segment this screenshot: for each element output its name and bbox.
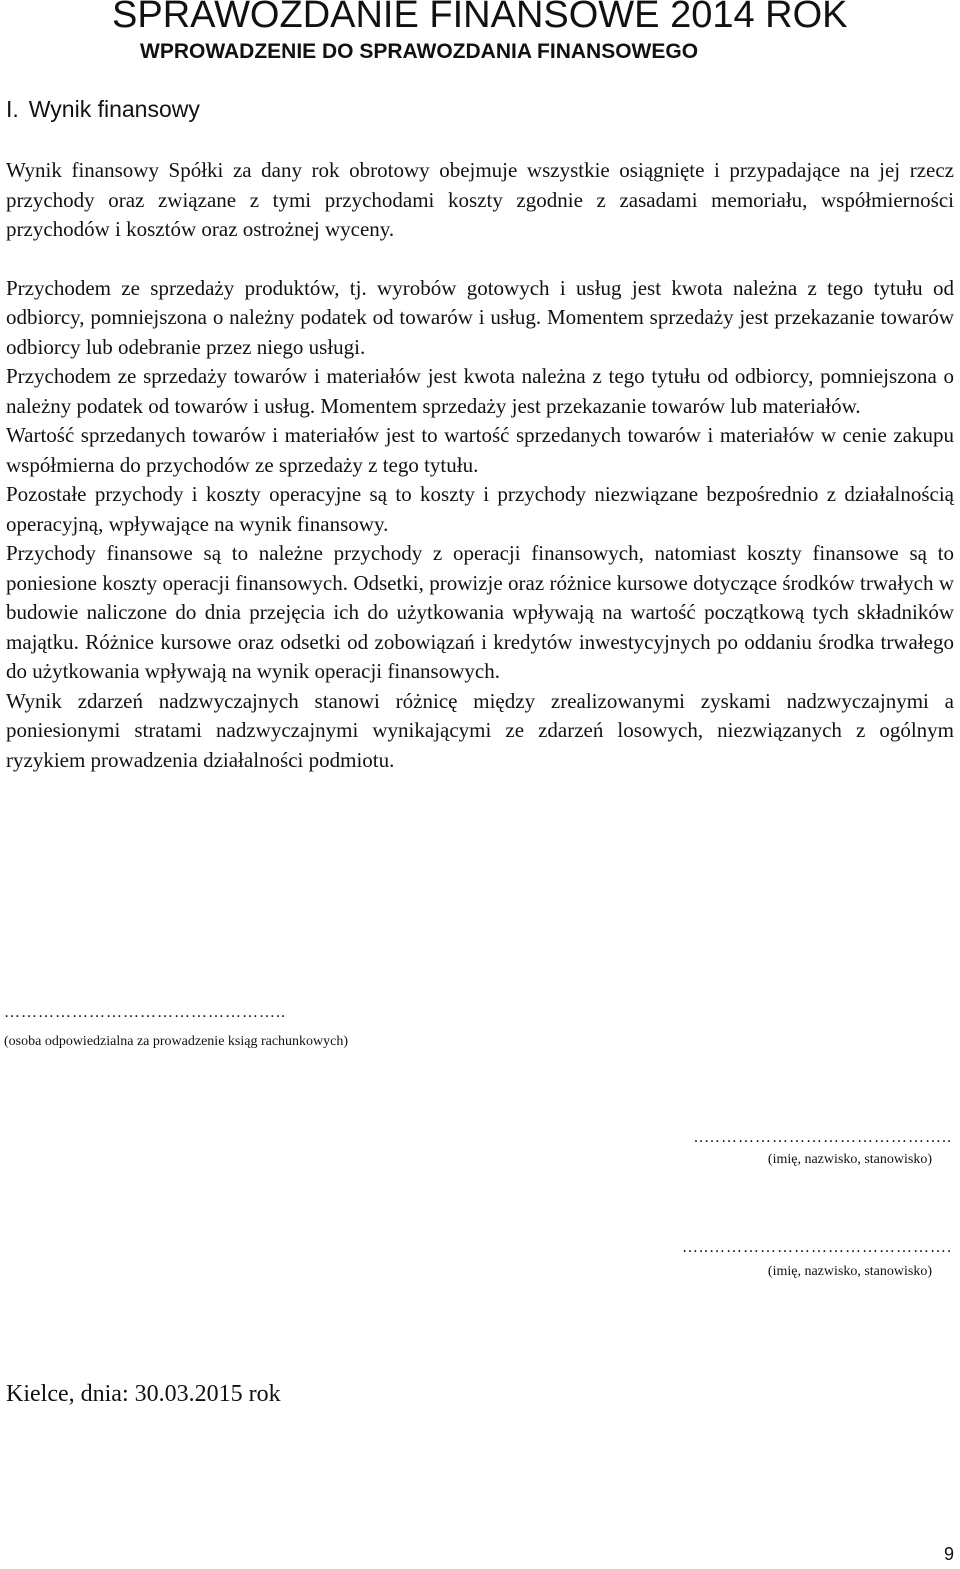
document-title: SPRAWOZDANIE FINANSOWE 2014 ROK bbox=[112, 0, 848, 36]
paragraph-extraordinary: Wynik zdarzeń nadzwyczajnych stanowi różnicę między zrealizowanymi zyskami nadzwyczajnymi a poniesionymi stratami nadzwyczajnymi wynikającymi ze zdarzeń losowych, niezwiązanych z ogólnym ryzykiem prowadzenia działalności podmiotu. bbox=[6, 688, 954, 772]
paragraph-goods-revenue: Przychodem ze sprzedaży towarów i materiałów jest kwota należna z tego tytułu od odbiorcy, pomniejszona o należny podatek od towarów i usług. Momentem sprzedaży jest przekazanie towarów lub materiałów. bbox=[6, 364, 954, 418]
paragraph-product-revenue: Przychodem ze sprzedaży produktów, tj. wyrobów gotowych i usług jest kwota należna z tego tytułu od odbiorcy, pomniejszona o należny podatek od towarów i usług. Momentem sprzedaży jest przekazanie towarów odbiorcy lub odebranie przez niego usługi. bbox=[6, 275, 954, 359]
section-heading bbox=[6, 94, 200, 124]
signature-line-2: …..……………………………………. bbox=[682, 1239, 952, 1256]
document-body bbox=[6, 156, 954, 775]
section-number: I. bbox=[6, 96, 19, 122]
signature-caption-bookkeeper: (osoba odpowiedzialna za prowadzenie ksiąg rachunkowych) bbox=[4, 1034, 349, 1049]
paragraph-result-definition: Wynik finansowy Spółki za dany rok obrotowy obejmuje wszystkie osiągnięte i przypadające na jej rzecz przychody oraz związane z tymi przychodami koszty zgodnie z zasadami memoriału, współmierności przychodów i kosztów oraz ostrożnej wyceny. bbox=[6, 158, 954, 241]
paragraph-goods-cost: Wartość sprzedanych towarów i materiałów jest to wartość sprzedanych towarów i materiałów w cenie zakupu współmierna do przychodów ze sprzedaży z tego tytułu. bbox=[6, 423, 954, 477]
paragraph-financial: Przychody finansowe są to należne przychody z operacji finansowych, natomiast koszty finansowe są to poniesione koszty operacji finansowych. Odsetki, prowizje oraz różnice kursowe dotyczące środków trwałych w budowie naliczone do dnia przejęcia ich do użytkowania wpływają na wartość początkową tych składników majątku. Różnice kursowe oraz odsetki od zobowiązań i kredytów inwestycyjnych po oddaniu środka trwałego do użytkowania wpływają na wynik operacji finansowych. bbox=[6, 541, 954, 683]
section-title: Wynik finansowy bbox=[28, 96, 200, 122]
signature-caption-2: (imię, nazwisko, stanowisko) bbox=[767, 1264, 932, 1279]
paragraph-other-operating: Pozostałe przychody i koszty operacyjne są to koszty i przychody niezwiązane bezpośrednio z działalnością operacyjną, wpływające na wynik finansowy. bbox=[6, 482, 954, 536]
signature-caption-1: (imię, nazwisko, stanowisko) bbox=[767, 1152, 932, 1167]
place-and-date: Kielce, dnia: 30.03.2015 rok bbox=[6, 1381, 281, 1407]
signature-line-1: ..…………………………………….. bbox=[694, 1129, 952, 1146]
document-subtitle: WPROWADZENIE DO SPRAWOZDANIA FINANSOWEGO bbox=[140, 40, 699, 63]
page-number: 9 bbox=[943, 1544, 954, 1564]
signature-line-bookkeeper: ………………………………………….. bbox=[4, 1004, 286, 1021]
